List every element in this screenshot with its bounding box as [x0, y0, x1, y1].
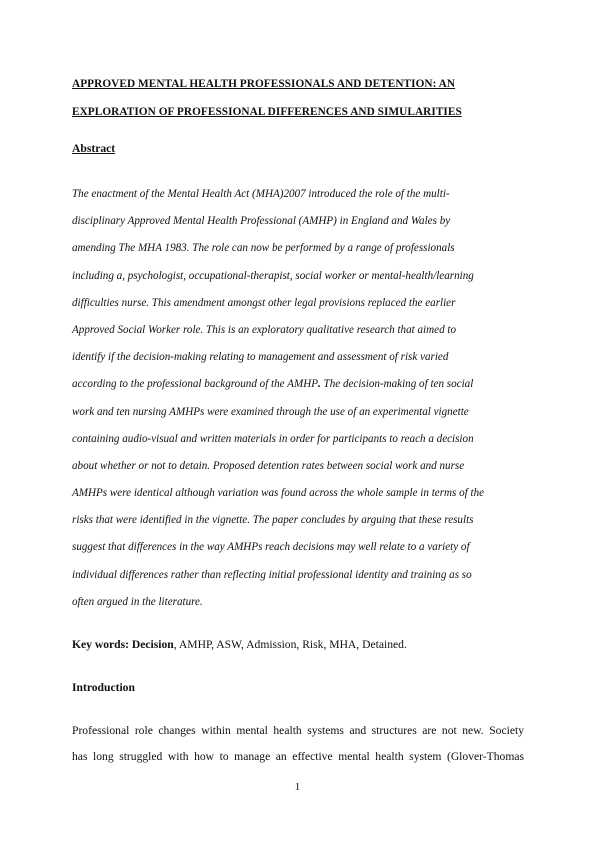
abstract-line: disciplinary Approved Mental Health Professional (AMHP) in England and Wales by — [72, 215, 451, 228]
abstract-line: suggest that differences in the way AMHPs reach decisions may well relate to a variety of — [72, 541, 470, 554]
abstract-line: amending The MHA 1983. The role can now be performed by a range of professionals — [72, 242, 455, 255]
introduction-text — [72, 718, 524, 770]
page-number: 1 — [294, 781, 301, 793]
abstract-line: work and ten nursing AMHPs were examined through the use of an experimental vignette — [72, 405, 469, 418]
abstract-line: identify if the decision-making relating to management and assessment of risk varied — [72, 351, 449, 364]
abstract-line: containing audio-visual and written materials in order for participants to reach a decision — [72, 432, 474, 445]
abstract-line-part: The decision-making of ten social — [320, 378, 474, 391]
abstract-line: The enactment of the Mental Health Act (MHA)2007 introduced the role of the multi- — [72, 188, 450, 200]
abstract-text — [72, 181, 530, 616]
abstract-line: including a, psychologist, occupational-therapist, social worker or mental-health/learning — [72, 269, 474, 282]
introduction-heading: Introduction — [72, 681, 135, 694]
abstract-heading: Abstract — [72, 142, 116, 155]
abstract-line: individual differences rather than reflecting initial professional identity and training as so — [72, 568, 472, 581]
introduction-line: has long struggled with how to manage an effective mental health system (Glover-Thomas — [72, 750, 524, 763]
abstract-line: AMHPs were identical although variation was found across the whole sample in terms of the — [72, 487, 485, 500]
abstract-line: about whether or not to detain. Proposed detention rates between social work and nurse — [72, 459, 465, 472]
abstract-line: Approved Social Worker role. This is an exploratory qualitative research that aimed to — [72, 323, 457, 336]
introduction-line: Professional role changes within mental health systems and structures are not new. Society — [72, 724, 524, 737]
paper-title — [72, 70, 522, 126]
abstract-line-bold-part: . — [317, 378, 321, 391]
keywords-list: , AMHP, ASW, Admission, Risk, MHA, Detained. — [173, 638, 407, 651]
abstract-line-part: according to the professional background of the AMHP — [72, 378, 318, 391]
keywords-line — [72, 637, 407, 653]
title-line: APPROVED MENTAL HEALTH PROFESSIONALS AND DETENTION: AN — [72, 78, 456, 90]
abstract-line — [72, 371, 530, 398]
abstract-line: difficulties nurse. This amendment amongst other legal provisions replaced the earlier — [72, 296, 456, 309]
abstract-line: often argued in the literature. — [72, 595, 203, 608]
abstract-line: risks that were identified in the vignette. The paper concludes by arguing that these results — [72, 514, 474, 527]
title-line: EXPLORATION OF PROFESSIONAL DIFFERENCES AND SIMULARITIES — [72, 106, 462, 118]
keywords-label: Key words: Decision — [72, 638, 174, 651]
